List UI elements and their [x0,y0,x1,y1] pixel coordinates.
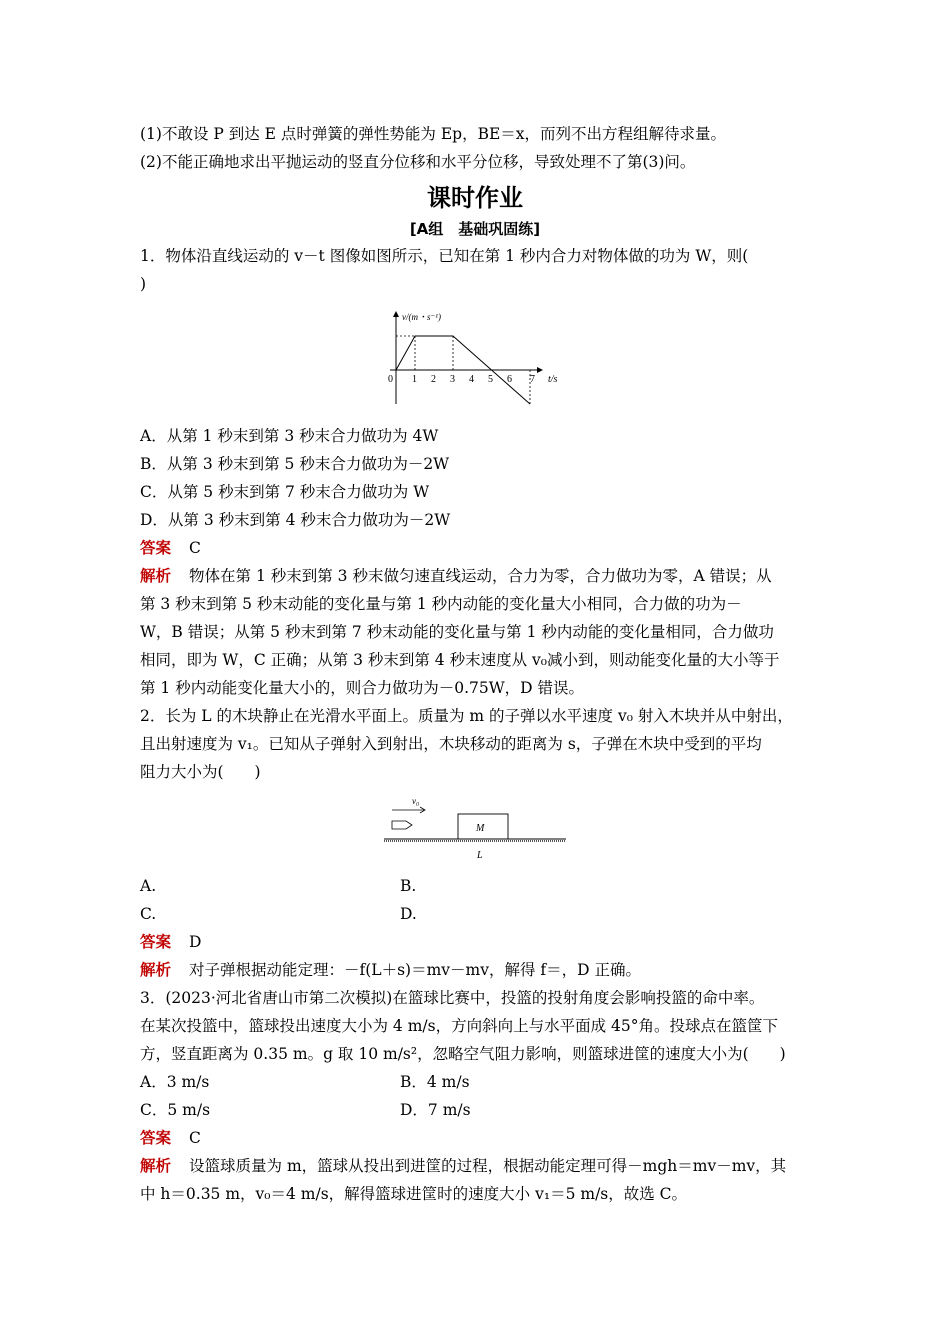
tick-label: 1 [412,374,417,385]
q1-answer [140,538,201,558]
q1-stem-line1: 1．物体沿直线运动的 v－t 图像如图所示，已知在第 1 秒内合力对物体做的功为 W，则( [140,247,749,265]
q1-analysis-line2: 第 3 秒末到第 5 秒末动能的变化量与第 1 秒内动能的变化量大小相同，合力做的功为－ [140,595,742,613]
answer-label: 答案 [140,538,172,557]
q1-analysis-line4: 相同，即为 W，C 正确；从第 3 秒末到第 4 秒末速度从 v₀减小到，则动能变化量的大小等于 [140,651,780,669]
q1-stem-line2: ) [140,275,147,293]
q3-stem-line1: 3．(2023·河北省唐山市第二次模拟)在篮球比赛中，投篮的投射角度会影响投篮的命中率。 [140,989,765,1007]
q2-stem-line1: 2．长为 L 的木块静止在光滑水平面上。质量为 m 的子弹以水平速度 v₀ 射入木块并从中射出， [140,707,793,725]
analysis-label: 解析 [140,566,172,585]
q1-option-d: D．从第 3 秒末到第 4 秒末合力做功为－2W [140,511,451,529]
q3-option-a: A．3 m/s [140,1073,210,1091]
q3-stem-line2: 在某次投篮中，篮球投出速度大小为 4 m/s，方向斜向上与水平面成 45°角。投球点在篮筐下 [140,1017,778,1035]
tick-label: 7 [530,374,535,385]
q2-option-d: D. [400,905,417,923]
page-title: 课时作业 [427,184,523,212]
q1-option-a: A．从第 1 秒末到第 3 秒末合力做功为 4W [140,427,439,445]
q3-answer [140,1128,201,1148]
answer-value: C [189,539,201,557]
tick-label: 6 [507,374,512,385]
tick-label: 3 [450,374,455,385]
analysis-label: 解析 [140,1156,172,1175]
q2-option-c: C. [140,905,157,923]
q2-answer [140,932,201,952]
q2-option-b: B. [400,877,417,895]
y-axis-label: v/(m・s⁻¹) [402,312,441,322]
q3-option-d: D．7 m/s [400,1101,471,1119]
q3-option-c: C．5 m/s [140,1101,211,1119]
analysis-text: 物体在第 1 秒末到第 3 秒末做匀速直线运动，合力为零，合力做功为零，A 错误；从 [189,567,772,585]
answer-label: 答案 [140,932,172,951]
q1-analysis-line3: W，B 错误；从第 5 秒末到第 7 秒末动能的变化量与第 1 秒内动能的变化量相同，合力做功 [140,623,774,641]
analysis-label: 解析 [140,960,172,979]
analysis-text: 对子弹根据动能定理：－f(L＋s)＝mv－mv，解得 f＝，D 正确。 [189,961,642,979]
note-1: (1)不敢设 P 到达 E 点时弹簧的弹性势能为 Ep，BE＝x，而列不出方程组解待求量。 [140,125,727,143]
tick-label: 2 [431,374,436,385]
q1-option-c: C．从第 5 秒末到第 7 秒末合力做功为 W [140,483,430,501]
q3-option-b: B．4 m/s [400,1073,470,1091]
note-2: (2)不能正确地求出平抛运动的竖直分位移和水平分位移，导致处理不了第(3)问。 [140,153,696,171]
answer-value: D [189,933,202,951]
q1-analysis-line1 [140,566,772,586]
q3-analysis-line1 [140,1156,786,1176]
answer-label: 答案 [140,1128,172,1147]
q3-analysis-line2: 中 h＝0.35 m，v₀＝4 m/s，解得篮球进筐时的速度大小 v₁＝5 m/s，故选 C。 [140,1185,688,1203]
velocity-label: v₀ [412,796,420,806]
section-heading: [A组 基础巩固练] [409,220,541,238]
block-label: M [476,823,485,834]
q2-bullet-block-figure [380,792,570,864]
q2-stem-line3: 阻力大小为( ) [140,763,261,781]
answer-value: C [189,1129,201,1147]
bullet [392,821,412,829]
q1-analysis-line5: 第 1 秒内动能变化量大小的，则合力做功为－0.75W，D 错误。 [140,679,585,697]
q2-analysis [140,960,641,980]
q1-vt-graph [380,308,570,408]
q2-option-a: A. [140,877,157,895]
x-axis-label: t/s [548,374,558,385]
analysis-text: 设篮球质量为 m，篮球从投出到进筐的过程，根据动能定理可得－mgh＝mv－mv，其 [189,1157,787,1175]
q3-stem-line3: 方，竖直距离为 0.35 m。g 取 10 m/s²，忽略空气阻力影响，则篮球进筐的速度大小为( ) [140,1045,786,1063]
length-label: L [477,850,483,861]
tick-label: 4 [469,374,474,385]
origin-label: 0 [388,374,393,385]
tick-label: 5 [488,374,493,385]
q1-option-b: B．从第 3 秒末到第 5 秒末合力做功为－2W [140,455,450,473]
q2-stem-line2: 且出射速度为 v₁。已知从子弹射入到射出，木块移动的距离为 s，子弹在木块中受到的平均 [140,735,762,753]
